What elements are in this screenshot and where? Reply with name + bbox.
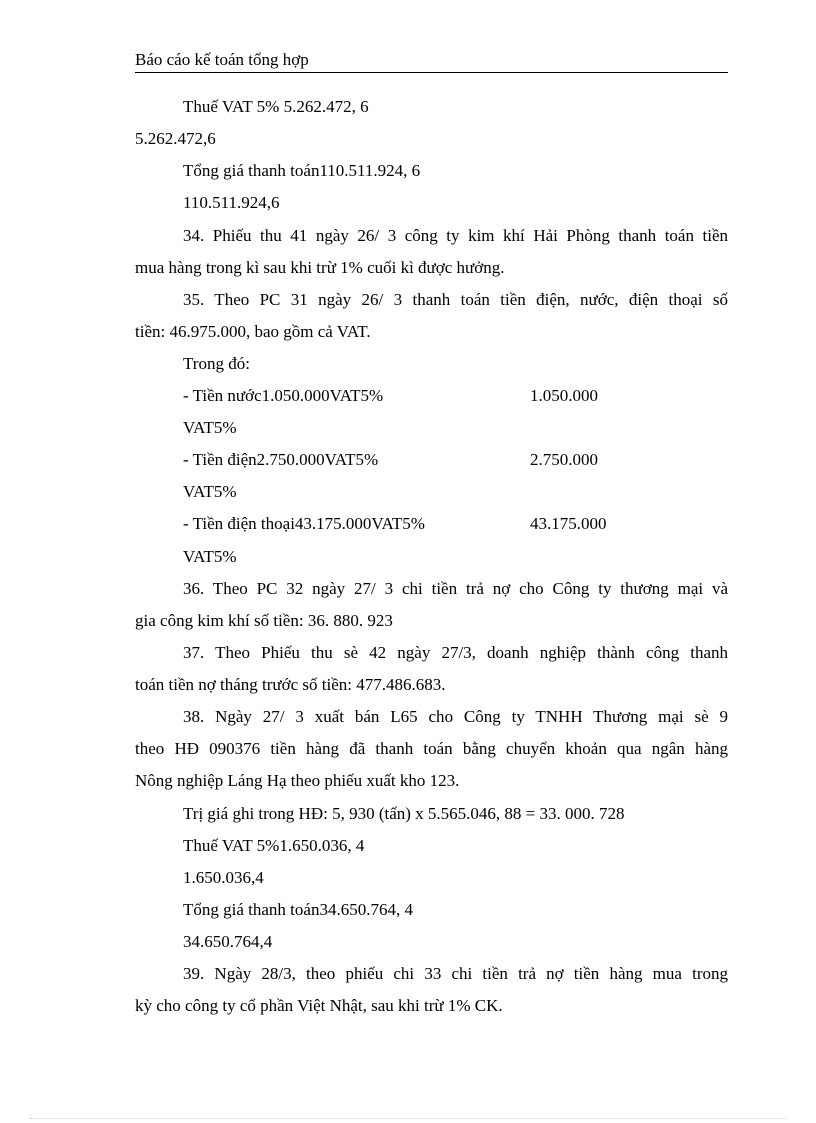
text-line: Thuế VAT 5%1.650.036, 4 [183,836,365,855]
text-line: 36. Theo PC 32 ngày 27/ 3 chi tiền trả nợ cho Công ty thương mại và [183,579,728,598]
text-line: VAT5% [183,418,237,437]
text-line: 34.650.764,4 [183,932,273,951]
amount-value: 1.050.000 [530,386,598,405]
text-line: - Tiền nước1.050.000VAT5% [183,386,384,405]
amount-value: 43.175.000 [530,514,607,533]
text-line: tiền: 46.975.000, bao gồm cả VAT. [135,322,371,341]
text-line: Trong đó: [183,354,250,373]
text-line: 38. Ngày 27/ 3 xuất bán L65 cho Công ty TNHH Thương mại sè 9 [183,707,728,726]
text-line: 110.511.924,6 [183,193,280,212]
text-line: 35. Theo PC 31 ngày 26/ 3 thanh toán tiền điện, nước, điện thoại số [183,290,728,309]
text-line: Tổng giá thanh toán110.511.924, 6 [183,161,421,180]
text-line: 5.262.472,6 [135,129,216,148]
text-line: - Tiền điện thoại43.175.000VAT5% [183,514,425,533]
text-line: Trị giá ghi trong HĐ: 5, 930 (tấn) x 5.565.046, 88 = 33. 000. 728 [183,804,625,823]
text-line: theo HĐ 090376 tiền hàng đã thanh toán bằng chuyển khoản qua ngân hàng [135,739,728,758]
page-header [135,48,728,73]
text-line: - Tiền điện2.750.000VAT5% [183,450,379,469]
text-line: toán tiền nợ tháng trước số tiền: 477.486.683. [135,675,446,694]
text-line: Nông nghiệp Láng Hạ theo phiếu xuất kho 123. [135,771,460,790]
text-line: Thuế VAT 5% 5.262.472, 6 [183,97,369,116]
text-line: 37. Theo Phiếu thu sè 42 ngày 27/3, doanh nghiệp thành công thanh [183,643,728,662]
header-title: Báo cáo kế toán tổng hợp [135,50,309,69]
text-line: VAT5% [183,482,237,501]
text-line: kỳ cho công ty cổ phần Việt Nhật, sau khi trừ 1% CK. [135,996,503,1015]
text-line: mua hàng trong kì sau khi trừ 1% cuối kì được hưởng. [135,258,505,277]
amount-value: 2.750.000 [530,450,598,469]
text-line: 1.650.036,4 [183,868,264,887]
text-line: 34. Phiếu thu 41 ngày 26/ 3 công ty kim khí Hải Phòng thanh toán tiền [183,226,728,245]
page-bottom-divider [30,1118,786,1119]
text-line: Tổng giá thanh toán34.650.764, 4 [183,900,413,919]
text-line: 39. Ngày 28/3, theo phiếu chi 33 chi tiền trả nợ tiền hàng mua trong [183,964,728,983]
text-line: gia công kim khí số tiền: 36. 880. 923 [135,611,393,630]
text-line: VAT5% [183,547,237,566]
